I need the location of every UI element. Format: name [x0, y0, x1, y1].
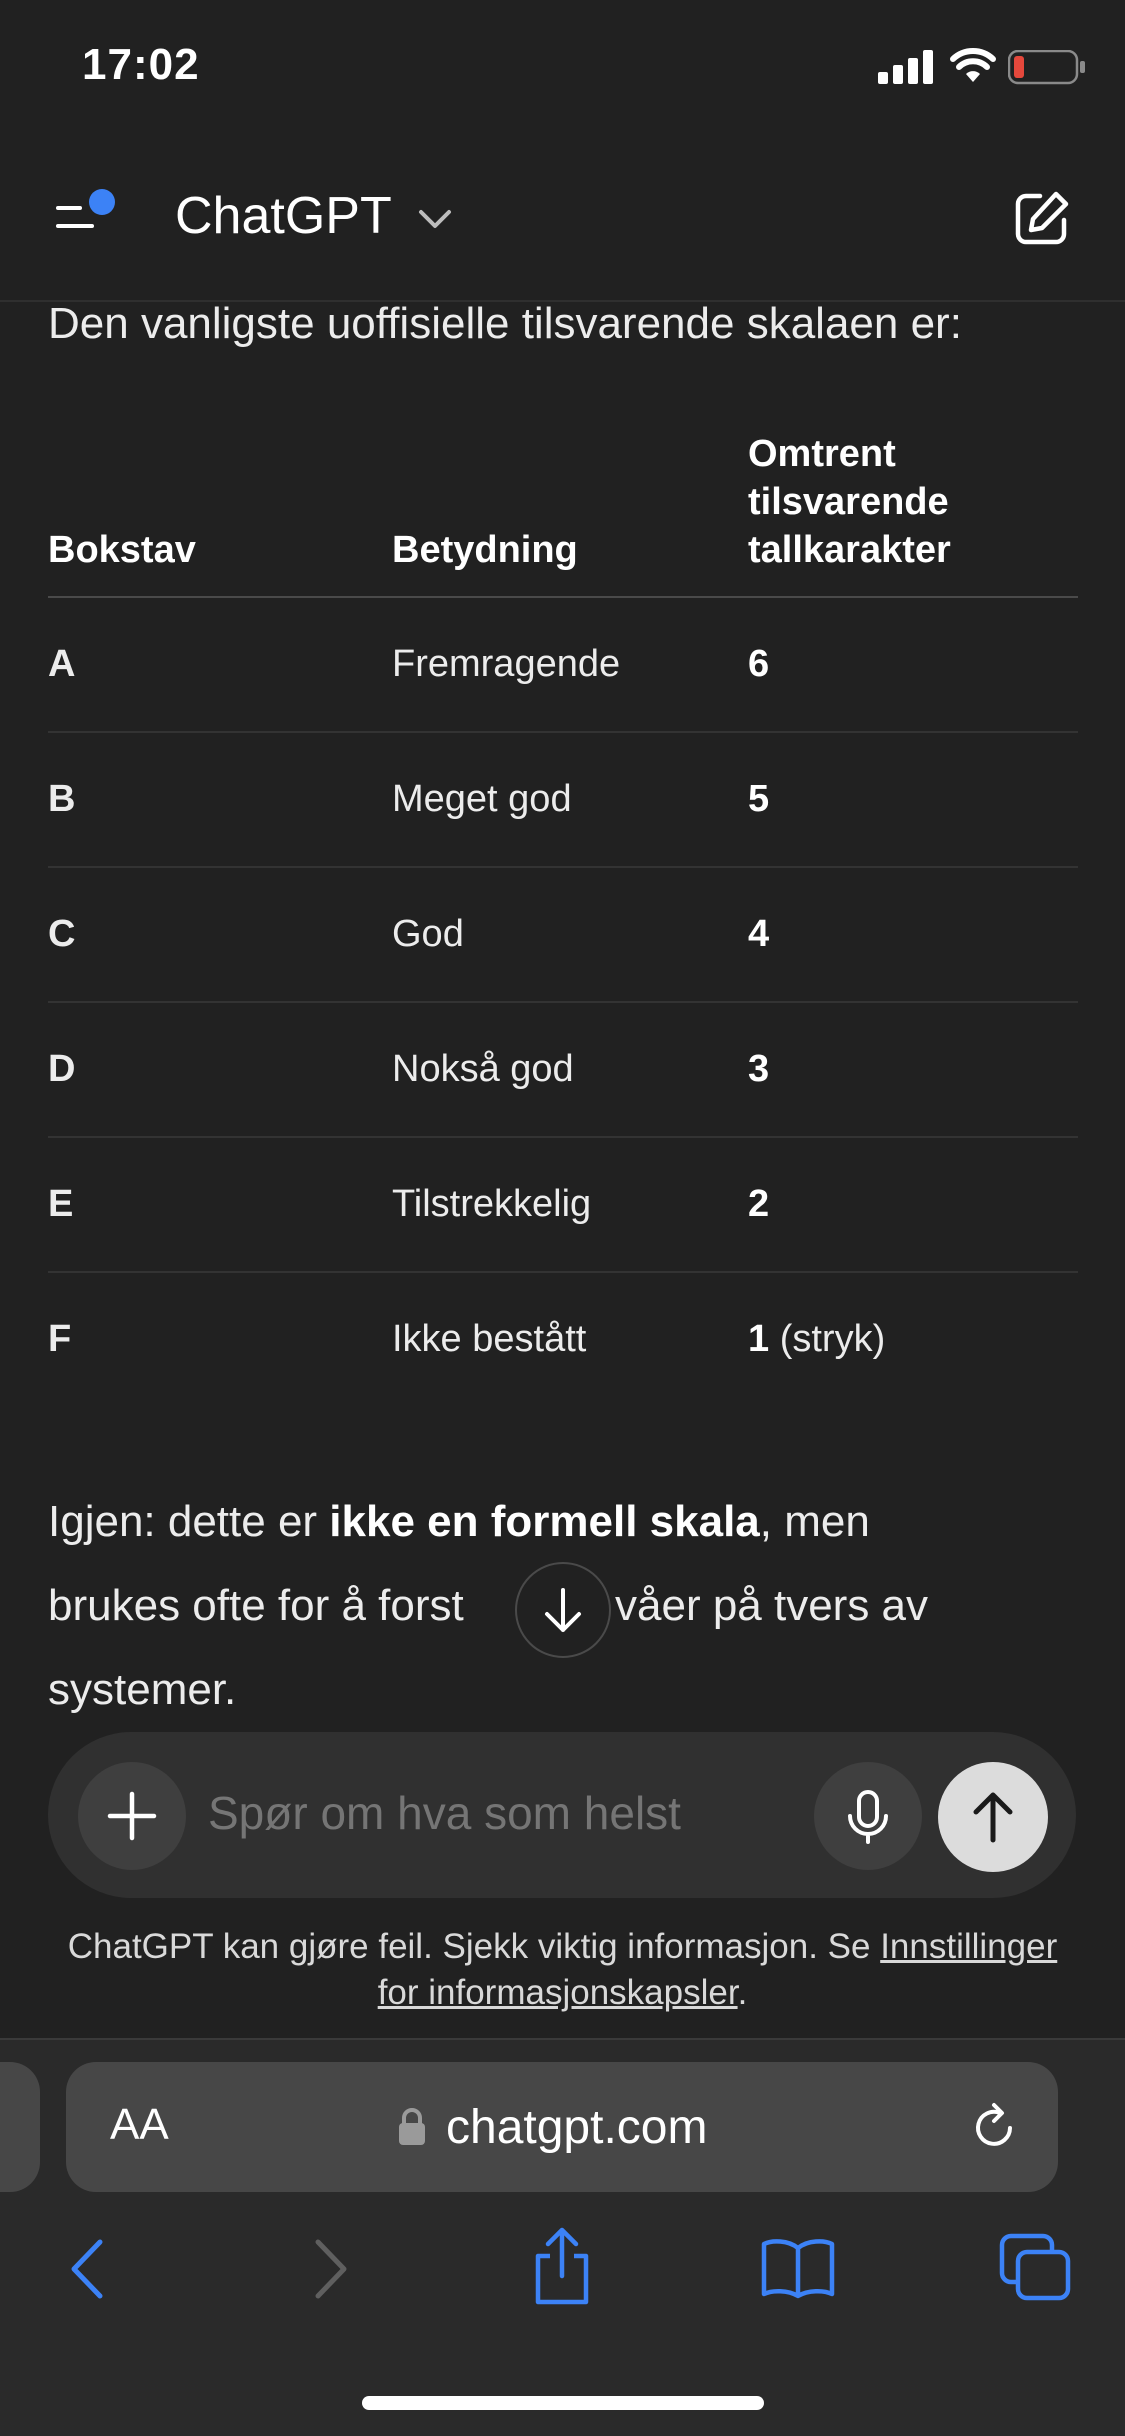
- intro-text: Den vanligste uoffisielle tilsvarende skalaen er:: [48, 299, 962, 348]
- header-number-line1: Omtrent: [748, 433, 896, 475]
- table-row: [48, 867, 1078, 1002]
- cell-letter: D: [48, 1002, 392, 1137]
- cell-number-value: 3: [748, 1048, 770, 1090]
- menu-icon: [52, 186, 132, 246]
- header-letter: Bokstav: [48, 430, 392, 597]
- table-row: [48, 1272, 1078, 1406]
- lock-icon: [396, 2106, 428, 2148]
- sidebar-menu-button[interactable]: [52, 186, 132, 246]
- tabs-icon[interactable]: [998, 2232, 1072, 2302]
- table-row: [48, 1137, 1078, 1272]
- header-meaning: Betydning: [392, 430, 748, 597]
- closing-mid: , men: [759, 1497, 870, 1546]
- cell-letter: C: [48, 867, 392, 1002]
- model-selector[interactable]: [175, 186, 453, 246]
- send-button[interactable]: [938, 1762, 1048, 1872]
- plus-icon: [78, 1762, 186, 1870]
- voice-input-button[interactable]: [814, 1762, 922, 1870]
- app-header: [0, 150, 1125, 300]
- home-indicator: [362, 2396, 764, 2410]
- cell-number-value: 5: [748, 778, 770, 820]
- cell-number: [748, 732, 1078, 867]
- closing-prefix: Igjen: dette er: [48, 1497, 330, 1546]
- header-number: [748, 430, 1078, 597]
- cell-meaning: Tilstrekkelig: [392, 1137, 748, 1272]
- cell-letter: B: [48, 732, 392, 867]
- table-row: [48, 1002, 1078, 1137]
- compose-icon: [1010, 188, 1072, 250]
- cell-number: [748, 597, 1078, 732]
- disclaimer-text: ChatGPT kan gjøre feil. Sjekk viktig informasjon. Se: [67, 1927, 881, 1966]
- text-size-label: AA: [110, 2100, 169, 2149]
- bookmarks-icon[interactable]: [760, 2236, 836, 2300]
- arrow-down-icon: [517, 1564, 609, 1656]
- new-chat-button[interactable]: [1010, 188, 1072, 250]
- cell-number-value: 1: [748, 1318, 770, 1360]
- cell-meaning: Nokså god: [392, 1002, 748, 1137]
- url-text: chatgpt.com: [446, 2101, 708, 2154]
- attach-button[interactable]: [78, 1762, 186, 1870]
- cell-letter: E: [48, 1137, 392, 1272]
- cell-letter: F: [48, 1318, 72, 1360]
- closing-line-2-start: brukes ofte for å forst: [48, 1581, 464, 1630]
- cookie-settings-link[interactable]: Innstillinger: [880, 1927, 1058, 1966]
- cookie-settings-link-cont[interactable]: for informasjonskapsler: [377, 1973, 738, 2012]
- signal-icon: [878, 50, 936, 84]
- wifi-icon: [950, 48, 996, 84]
- previous-tab-preview[interactable]: [0, 2062, 40, 2192]
- reload-icon[interactable]: [966, 2100, 1022, 2156]
- grade-table: [48, 430, 1078, 1406]
- text-size-button[interactable]: [110, 2100, 169, 2150]
- back-icon[interactable]: [62, 2236, 112, 2302]
- header-number-line2: tilsvarende: [748, 481, 949, 523]
- cell-number: [748, 867, 1078, 1002]
- table-header-row: [48, 430, 1078, 597]
- cell-number-value: 2: [748, 1183, 770, 1225]
- forward-icon[interactable]: [306, 2236, 356, 2302]
- cell-meaning: Meget god: [392, 732, 748, 867]
- arrow-up-icon: [938, 1762, 1048, 1872]
- disclaimer: [0, 1924, 1125, 2016]
- cell-meaning: Fremragende: [392, 597, 748, 732]
- battery-icon: [1008, 50, 1086, 86]
- cell-meaning: Ikke bestått: [392, 1318, 587, 1360]
- closing-line-2-end: våer på tvers av: [615, 1581, 929, 1630]
- closing-bold: ikke en formell skala: [329, 1497, 760, 1546]
- header-number-line3: tallkarakter: [748, 529, 951, 571]
- closing-line-1: [48, 1480, 870, 1564]
- cell-letter: A: [48, 597, 392, 732]
- share-icon[interactable]: [530, 2226, 594, 2306]
- cell-number-value: 6: [748, 643, 770, 685]
- cell-number: [748, 1137, 1078, 1272]
- status-time: 17:02: [82, 40, 200, 89]
- microphone-icon: [814, 1762, 922, 1870]
- app-title: ChatGPT: [175, 187, 391, 245]
- table-row: [48, 597, 1078, 732]
- scroll-to-bottom-button[interactable]: [515, 1562, 611, 1658]
- table-row: [48, 732, 1078, 867]
- cell-meaning: God: [392, 867, 748, 1002]
- cell-number: [748, 1272, 1078, 1406]
- cell-number-note: (stryk): [779, 1318, 886, 1360]
- disclaimer-end: .: [737, 1973, 748, 2012]
- message-input[interactable]: [208, 1786, 768, 1840]
- cell-number: [748, 1002, 1078, 1137]
- chevron-down-icon: [417, 206, 453, 232]
- cell-number-value: 4: [748, 913, 770, 955]
- closing-line-3: systemer.: [48, 1665, 237, 1714]
